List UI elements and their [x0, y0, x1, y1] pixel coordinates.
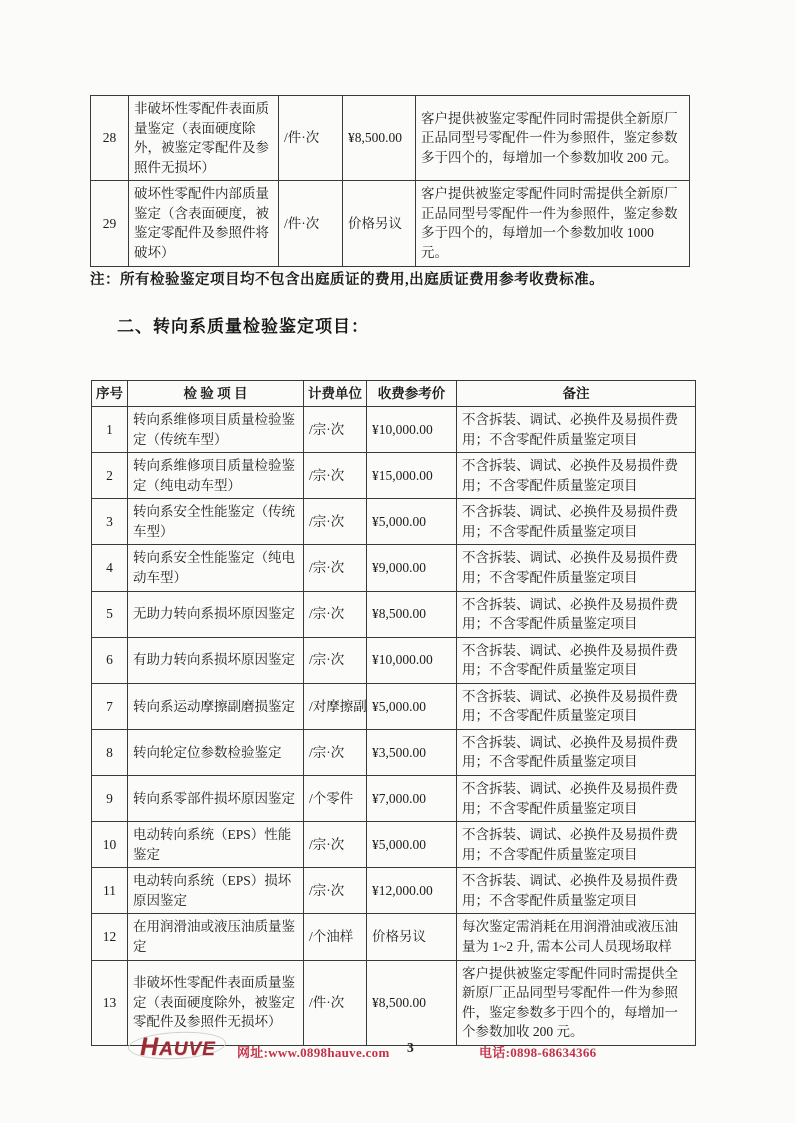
cell-remark: 不含拆装、调试、必换件及易损件费用；不含零配件质量鉴定项目 [457, 591, 696, 637]
cell-remark: 不含拆装、调试、必换件及易损件费用；不含零配件质量鉴定项目 [457, 822, 696, 868]
cell-inspection-item: 无助力转向系损坏原因鉴定 [128, 591, 304, 637]
table-row [92, 453, 696, 499]
cell-inspection-item: 转向系运动摩擦副磨损鉴定 [128, 683, 304, 729]
cell-reference-price: ¥5,000.00 [367, 822, 457, 868]
section-heading: 二、转向系质量检验鉴定项目： [117, 317, 369, 336]
cell-inspection-item: 转向系维修项目质量检验鉴定（传统车型） [128, 407, 304, 453]
cell-billing-unit: /宗·次 [304, 822, 367, 868]
cell-serial-number: 8 [92, 729, 128, 775]
parts-quality-continuation-table [90, 95, 690, 267]
table-row [92, 545, 696, 591]
table-row [92, 776, 696, 822]
cell-remark: 不含拆装、调试、必换件及易损件费用；不含零配件质量鉴定项目 [457, 683, 696, 729]
cell-reference-price: 价格另议 [367, 914, 457, 960]
cell-serial-number: 11 [92, 868, 128, 914]
header-serial-number: 序号 [92, 381, 128, 407]
table-row [92, 914, 696, 960]
cell-billing-unit: /个油样 [304, 914, 367, 960]
header-remark: 备注 [457, 381, 696, 407]
cell-billing-unit: /宗·次 [304, 637, 367, 683]
table-row [92, 591, 696, 637]
table-row [91, 181, 690, 266]
table-row [92, 868, 696, 914]
cell-inspection-item: 电动转向系统（EPS）性能鉴定 [128, 822, 304, 868]
cell-remark: 不含拆装、调试、必换件及易损件费用；不含零配件质量鉴定项目 [457, 407, 696, 453]
cell-remark: 客户提供被鉴定零配件同时需提供全新原厂正品同型号零配件一件为参照件，鉴定参数多于四个的，每增加一个参数加收 200 元。 [457, 960, 696, 1045]
cell-serial-number: 28 [91, 96, 129, 181]
cell-billing-unit: /件·次 [279, 181, 343, 266]
cell-billing-unit: /件·次 [279, 96, 343, 181]
cell-inspection-item: 转向轮定位参数检验鉴定 [128, 729, 304, 775]
cell-serial-number: 10 [92, 822, 128, 868]
header-reference-price: 收费参考价 [367, 381, 457, 407]
cell-remark: 每次鉴定需消耗在用润滑油或液压油量为 1~2 升, 需本公司人员现场取样 [457, 914, 696, 960]
cell-remark: 不含拆装、调试、必换件及易损件费用；不含零配件质量鉴定项目 [457, 868, 696, 914]
cell-remark: 不含拆装、调试、必换件及易损件费用；不含零配件质量鉴定项目 [457, 545, 696, 591]
cell-remark: 客户提供被鉴定零配件同时需提供全新原厂正品同型号零配件一件为参照件，鉴定参数多于四个的，每增加一个参数加收 200 元。 [416, 96, 690, 181]
cell-serial-number: 1 [92, 407, 128, 453]
cell-remark: 不含拆装、调试、必换件及易损件费用；不含零配件质量鉴定项目 [457, 729, 696, 775]
cell-serial-number: 9 [92, 776, 128, 822]
phone-text: 电话:0898-68634366 [479, 1045, 597, 1060]
table-row [92, 822, 696, 868]
cell-inspection-item: 非破坏性零配件表面质量鉴定（表面硬度除外，被鉴定零配件及参照件无损坏） [129, 96, 279, 181]
cell-billing-unit: /宗·次 [304, 868, 367, 914]
cell-remark: 不含拆装、调试、必换件及易损件费用；不含零配件质量鉴定项目 [457, 453, 696, 499]
cell-remark: 不含拆装、调试、必换件及易损件费用；不含零配件质量鉴定项目 [457, 499, 696, 545]
cell-serial-number: 12 [92, 914, 128, 960]
cell-billing-unit: /宗·次 [304, 453, 367, 499]
cell-inspection-item: 转向系零部件损坏原因鉴定 [128, 776, 304, 822]
table-row [92, 683, 696, 729]
cell-billing-unit: /宗·次 [304, 545, 367, 591]
header-billing-unit: 计费单位 [304, 381, 367, 407]
cell-remark: 不含拆装、调试、必换件及易损件费用；不含零配件质量鉴定项目 [457, 776, 696, 822]
cell-reference-price: ¥10,000.00 [367, 407, 457, 453]
cell-serial-number: 13 [92, 960, 128, 1045]
cell-inspection-item: 转向系安全性能鉴定（纯电动车型） [128, 545, 304, 591]
cell-serial-number: 6 [92, 637, 128, 683]
table-row [91, 96, 690, 181]
cell-billing-unit: /对摩擦副 [304, 683, 367, 729]
cell-billing-unit: /宗·次 [304, 499, 367, 545]
table-row [92, 499, 696, 545]
table-row [92, 637, 696, 683]
cell-reference-price: ¥15,000.00 [367, 453, 457, 499]
cell-inspection-item: 转向系维修项目质量检验鉴定（纯电动车型） [128, 453, 304, 499]
cell-billing-unit: /宗·次 [304, 407, 367, 453]
cell-reference-price: ¥7,000.00 [367, 776, 457, 822]
steering-system-inspection-table [91, 380, 696, 1046]
cell-serial-number: 3 [92, 499, 128, 545]
cell-inspection-item: 在用润滑油或液压油质量鉴定 [128, 914, 304, 960]
cell-serial-number: 4 [92, 545, 128, 591]
cell-inspection-item: 转向系安全性能鉴定（传统车型） [128, 499, 304, 545]
cell-reference-price: 价格另议 [343, 181, 416, 266]
cell-reference-price: ¥8,500.00 [343, 96, 416, 181]
table-row [92, 729, 696, 775]
cell-inspection-item: 电动转向系统（EPS）损坏原因鉴定 [128, 868, 304, 914]
cell-reference-price: ¥3,500.00 [367, 729, 457, 775]
cell-remark: 客户提供被鉴定零配件同时需提供全新原厂正品同型号零配件一件为参照件，鉴定参数多于四个的，每增加一个参数加收 1000 元。 [416, 181, 690, 266]
cell-serial-number: 5 [92, 591, 128, 637]
cell-reference-price: ¥10,000.00 [367, 637, 457, 683]
table-header-row [92, 381, 696, 407]
cell-inspection-item: 破坏性零配件内部质量鉴定（含表面硬度，被鉴定零配件及参照件将破坏） [129, 181, 279, 266]
cell-billing-unit: /宗·次 [304, 729, 367, 775]
website-text: 网址:www.0898hauve.com [237, 1045, 390, 1060]
hauve-logo: HAUVE [140, 1033, 216, 1061]
cell-serial-number: 7 [92, 683, 128, 729]
cell-reference-price: ¥8,500.00 [367, 960, 457, 1045]
cell-billing-unit: /个零件 [304, 776, 367, 822]
cell-reference-price: ¥8,500.00 [367, 591, 457, 637]
cell-reference-price: ¥12,000.00 [367, 868, 457, 914]
cell-serial-number: 2 [92, 453, 128, 499]
table-row [92, 407, 696, 453]
cell-remark: 不含拆装、调试、必换件及易损件费用；不含零配件质量鉴定项目 [457, 637, 696, 683]
cell-inspection-item: 有助力转向系损坏原因鉴定 [128, 637, 304, 683]
cell-billing-unit: /宗·次 [304, 591, 367, 637]
cell-reference-price: ¥9,000.00 [367, 545, 457, 591]
page-number: 3 [407, 1040, 414, 1055]
cell-reference-price: ¥5,000.00 [367, 683, 457, 729]
header-inspection-item: 检 验 项 目 [128, 381, 304, 407]
cell-serial-number: 29 [91, 181, 129, 266]
cell-inspection-item: 非破坏性零配件表面质量鉴定（表面硬度除外，被鉴定零配件及参照件无损坏） [128, 960, 304, 1045]
cell-reference-price: ¥5,000.00 [367, 499, 457, 545]
cell-billing-unit: /件·次 [304, 960, 367, 1045]
note-text: 注：所有检验鉴定项目均不包含出庭质证的费用,出庭质证费用参考收费标准。 [90, 272, 605, 288]
